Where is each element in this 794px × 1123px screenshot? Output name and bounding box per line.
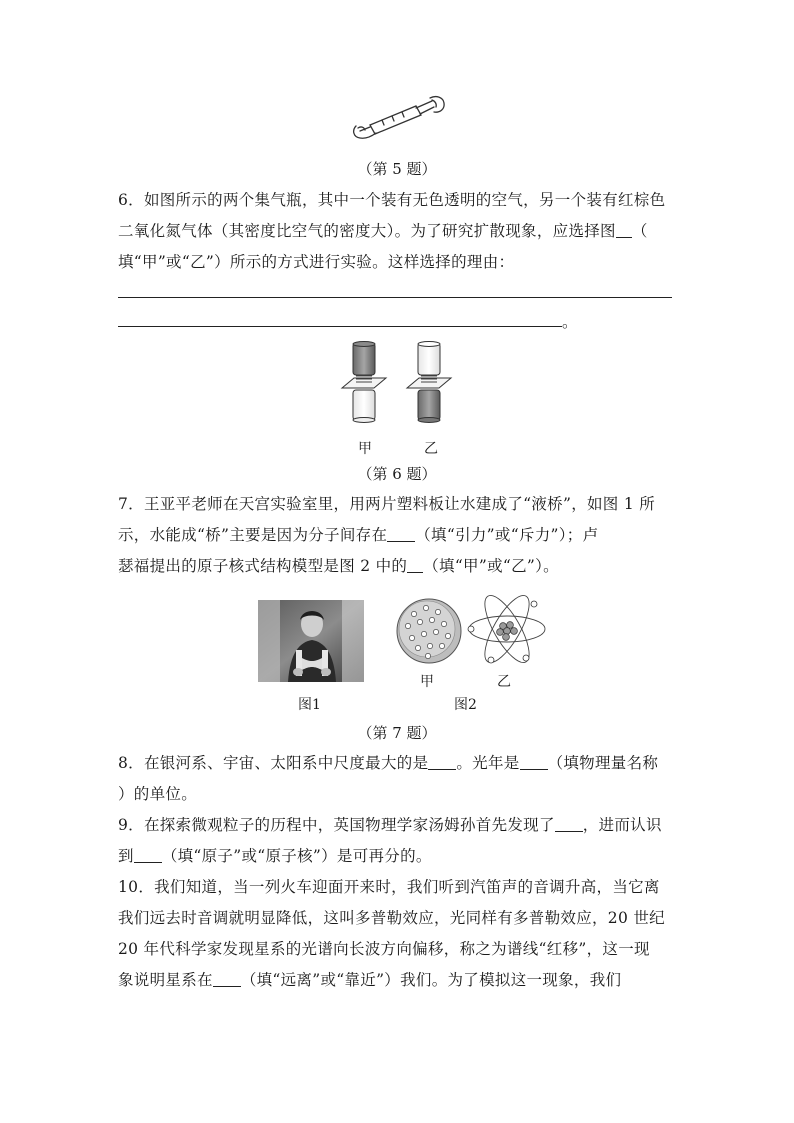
figure-6-caption: （第 6 题） (357, 465, 437, 483)
answer-blank-7b[interactable] (407, 557, 423, 574)
answer-blank-9b[interactable] (134, 847, 162, 864)
plum-pudding-model (394, 596, 464, 666)
question-8-line-1-b: 。光年是 (456, 754, 520, 772)
figure-7-label-fig2: 图2 (454, 697, 477, 713)
figure-7-caption: （第 7 题） (357, 724, 437, 742)
question-6-line-1: 6．如图所示的两个集气瓶，其中一个装有无色透明的空气，另一个装有红棕色 (118, 191, 666, 209)
question-7-line-2-a: 示，水能成“桥”主要是因为分子间存在 (118, 526, 388, 544)
question-8-line-1 (118, 748, 678, 779)
question-10-line-4-b: （填“远离”或“靠近”）我们。为了模拟这一现象，我们 (240, 971, 622, 989)
figure-6-label-yi: 乙 (424, 441, 438, 457)
answer-blank-8b[interactable] (520, 754, 548, 771)
liquid-bridge-photo (258, 600, 364, 682)
question-8-line-1-c: （填物理量名称 (547, 754, 659, 772)
answer-blank-6a[interactable] (616, 222, 632, 239)
question-6-line-3: 填“甲”或“乙”）所示的方式进行实验。这样选择的理由： (118, 253, 515, 271)
questions-8-10 (118, 748, 678, 996)
question-8-line-1-a: 8．在银河系、宇宙、太阳系中尺度最大的是 (118, 754, 429, 772)
question-9-line-1 (118, 810, 678, 841)
question-7-line-3-a: 瑟福提出的原子核式结构模型是图 2 中的 (118, 557, 408, 575)
question-10-line-3: 20 年代科学家发现星系的光谱向长波方向偏移，称之为谱线“红移”，这一现 (118, 940, 650, 958)
nuclear-model (464, 590, 550, 668)
question-10-line-1: 10．我们知道，当一列火车迎面开来时，我们听到汽笛声的音调升高，当它离 (118, 878, 660, 896)
question-9-line-2-a: 到 (118, 847, 134, 865)
question-10-line-4 (118, 965, 678, 996)
figure-6-label-jia: 甲 (358, 441, 372, 457)
figure-7-label-fig1: 图1 (298, 697, 321, 713)
question-6-line-2-text: 二氧化氮气体（其密度比空气的密度大）。为了研究扩散现象，应选择图 (118, 222, 616, 240)
syringe-figure (348, 92, 448, 144)
question-7-line-2-b: （填“引力”或“斥力”）；卢 (415, 526, 599, 544)
question-10-line-4-a: 象说明星系在 (118, 971, 213, 989)
question-8-line-2: ）的单位。 (118, 785, 198, 803)
answer-line-6-reason-2[interactable] (118, 326, 562, 327)
gas-jars-figure (340, 340, 460, 440)
question-7-line-2 (118, 520, 678, 551)
question-9-line-2 (118, 841, 678, 872)
question-7-line-3-b: （填“甲”或“乙”）。 (423, 557, 559, 575)
question-6-line-2 (118, 216, 678, 247)
question-9-line-1-a: 9．在探索微观粒子的历程中，英国物理学家汤姆孙首先发现了 (118, 816, 555, 834)
question-6-end-mark: 。 (562, 313, 578, 331)
answer-blank-9a[interactable] (555, 816, 583, 833)
question-6 (118, 185, 678, 278)
figure-7-label-jia: 甲 (420, 674, 434, 690)
question-6-line-2-tail: （ (631, 222, 648, 240)
answer-line-6-reason-1[interactable] (118, 297, 672, 298)
question-9-line-1-b: ，进而认识 (582, 816, 662, 834)
figure-5-caption: （第 5 题） (357, 160, 437, 178)
answer-blank-7a[interactable] (387, 526, 415, 543)
answer-blank-10a[interactable] (213, 971, 241, 988)
question-7-line-1: 7．王亚平老师在天宫实验室里，用两片塑料板让水建成了“液桥”，如图 1 所 (118, 495, 656, 513)
question-10-line-2: 我们远去时音调就明显降低，这叫多普勒效应，光同样有多普勒效应，20 世纪 (118, 909, 665, 927)
gas-jar-jia (342, 342, 386, 423)
gas-jar-yi (407, 342, 451, 423)
question-7 (118, 489, 678, 582)
answer-blank-8a[interactable] (428, 754, 456, 771)
question-7-line-3 (118, 551, 678, 582)
figure-7-label-yi: 乙 (497, 674, 511, 690)
question-9-line-2-b: （填“原子”或“原子核”）是可再分的。 (161, 847, 432, 865)
